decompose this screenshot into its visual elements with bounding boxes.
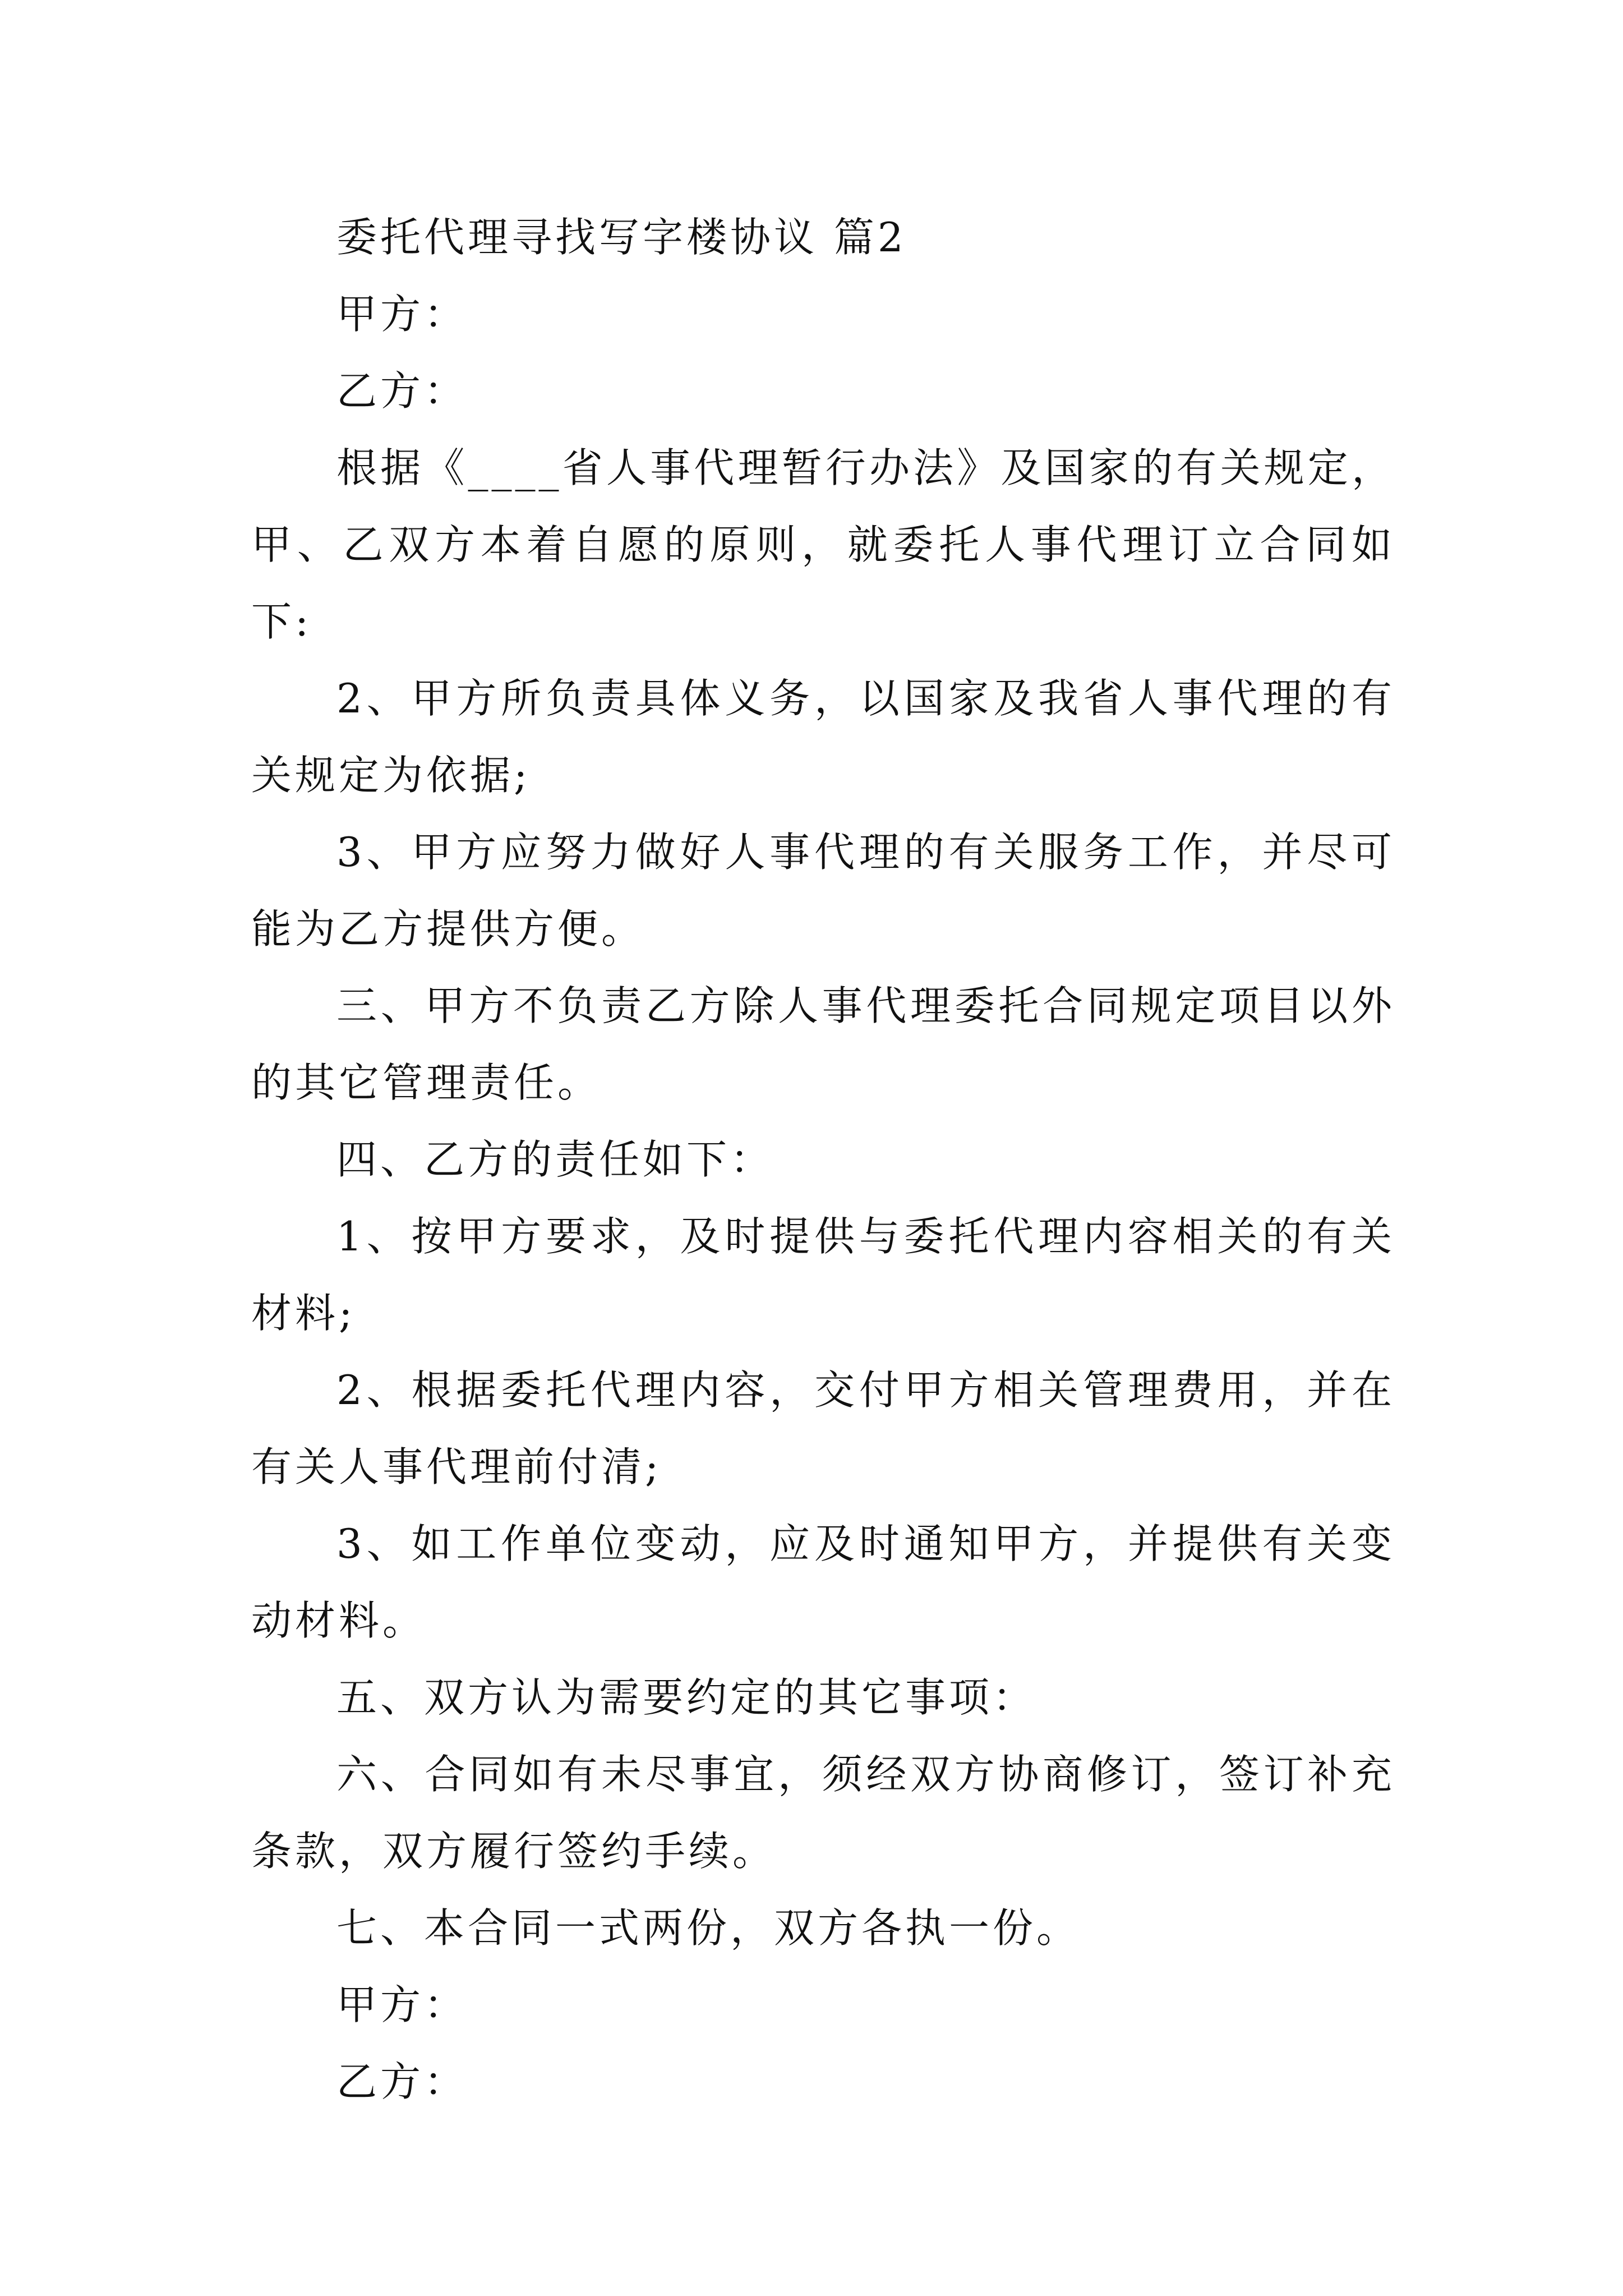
document-title: 委托代理寻找写字楼协议 篇2: [336, 214, 907, 261]
clause-six: 六、合同如有未尽事宜，须经双方协商修订，签订补充条款，双方履行签约手续。: [251, 1751, 1395, 1875]
clause-party-b-2: 2、根据委托代理内容，交付甲方相关管理费用，并在有关人事代理前付清;: [251, 1366, 1395, 1490]
party-b-label: 乙方：: [336, 367, 468, 415]
signature-party-a: 甲方：: [336, 1981, 468, 2028]
signature-party-b: 乙方：: [336, 2058, 468, 2105]
clause-party-b-1: 1、按甲方要求，及时提供与委托代理内容相关的有关材料;: [251, 1213, 1395, 1337]
clause-party-a-2: 2、甲方所负责具体义务，以国家及我省人事代理的有关规定为依据;: [251, 675, 1395, 799]
clause-seven: 七、本合同一式两份，双方各执一份。: [336, 1904, 1081, 1952]
clause-party-a-3: 3、甲方应努力做好人事代理的有关服务工作，并尽可能为乙方提供方便。: [251, 829, 1395, 953]
clause-party-b-3: 3、如工作单位变动，应及时通知甲方，并提供有关变动材料。: [251, 1520, 1395, 1644]
document-body: [251, 199, 1395, 2120]
clause-five: 五、双方认为需要约定的其它事项：: [336, 1674, 1037, 1721]
contract-preamble: 根据《____省人事代理暂行办法》及国家的有关规定，甲、乙双方本着自愿的原则，就委托人事代理订立合同如下:: [251, 444, 1395, 645]
clause-four-heading: 四、乙方的责任如下：: [336, 1136, 774, 1183]
clause-three: 三、甲方不负责乙方除人事代理委托合同规定项目以外的其它管理责任。: [251, 982, 1395, 1106]
party-a-label: 甲方：: [336, 291, 468, 338]
